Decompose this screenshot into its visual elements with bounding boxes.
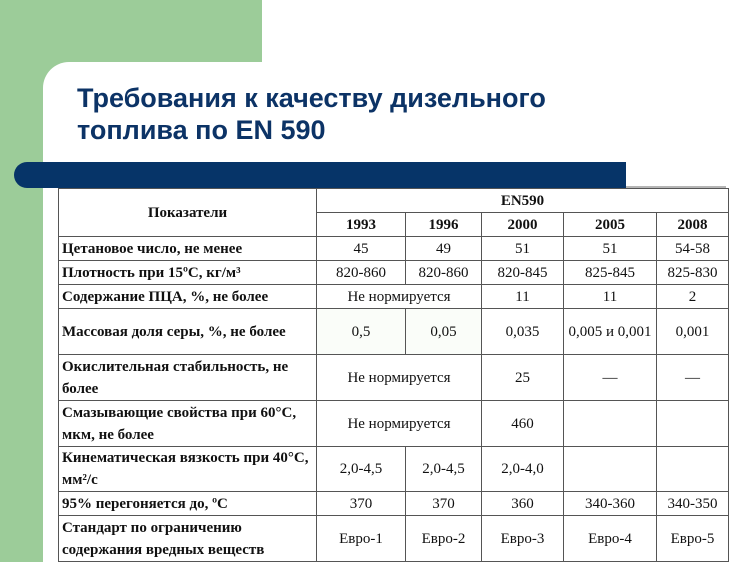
table-cell: 11 <box>482 285 564 309</box>
row-label: Стандарт по ограничению содержания вредных веществ <box>59 516 317 562</box>
year-header: 1993 <box>317 213 406 237</box>
slide-title <box>77 82 717 146</box>
row-label: Окислительная стабильность, не более <box>59 355 317 401</box>
table-row <box>59 261 729 285</box>
table-cell: 0,035 <box>482 309 564 355</box>
table-row <box>59 355 729 401</box>
table-cell <box>564 401 657 447</box>
row-label: Плотность при 15ºС, кг/м³ <box>59 261 317 285</box>
table-cell: 460 <box>482 401 564 447</box>
table-cell: — <box>657 355 729 401</box>
green-accent-strip <box>0 62 43 562</box>
table-cell: 2,0-4,5 <box>317 447 406 492</box>
row-label: Цетановое число, не менее <box>59 237 317 261</box>
table-cell: 49 <box>406 237 482 261</box>
table-cell: 25 <box>482 355 564 401</box>
table-row <box>59 492 729 516</box>
row-label: Кинематическая вязкость при 40°С, мм²/с <box>59 447 317 492</box>
table-row <box>59 309 729 355</box>
row-label: Массовая доля серы, %, не более <box>59 309 317 355</box>
year-header: 2000 <box>482 213 564 237</box>
row-label: Содержание ПЦА, %, не более <box>59 285 317 309</box>
table-cell: 825-845 <box>564 261 657 285</box>
row-label: Смазывающие свойства при 60°С, мкм, не более <box>59 401 317 447</box>
table-cell: 51 <box>482 237 564 261</box>
slide-title-line-2: топлива по EN 590 <box>77 115 326 145</box>
en590-requirements-table-container <box>58 188 728 562</box>
table-cell-merged: Не нормируется <box>317 355 482 401</box>
table-row <box>59 237 729 261</box>
table-cell: Евро-5 <box>657 516 729 562</box>
table-cell: 51 <box>564 237 657 261</box>
table-cell: 340-360 <box>564 492 657 516</box>
table-cell: Евро-4 <box>564 516 657 562</box>
slide-title-line-1: Требования к качеству дизельного <box>77 83 546 113</box>
table-cell: Евро-1 <box>317 516 406 562</box>
table-cell: 0,005 и 0,001 <box>564 309 657 355</box>
table-cell: 340-350 <box>657 492 729 516</box>
table-cell: 820-860 <box>406 261 482 285</box>
table-cell: Евро-2 <box>406 516 482 562</box>
table-row <box>59 401 729 447</box>
table-cell: 370 <box>317 492 406 516</box>
table-cell-merged: Не нормируется <box>317 285 482 309</box>
table-header-row-1 <box>59 189 729 213</box>
title-divider-bar <box>14 162 626 188</box>
table-cell-merged: Не нормируется <box>317 401 482 447</box>
year-header: 2008 <box>657 213 729 237</box>
table-cell: 820-860 <box>317 261 406 285</box>
table-cell: 45 <box>317 237 406 261</box>
table-cell <box>657 447 729 492</box>
table-cell: 0,5 <box>317 309 406 355</box>
table-cell: 0,001 <box>657 309 729 355</box>
table-row <box>59 516 729 562</box>
table-cell: 370 <box>406 492 482 516</box>
year-header: 1996 <box>406 213 482 237</box>
param-header: Показатели <box>59 189 317 237</box>
table-cell <box>657 401 729 447</box>
row-label: 95% перегоняется до, ºС <box>59 492 317 516</box>
en590-requirements-table <box>58 188 729 562</box>
year-header: 2005 <box>564 213 657 237</box>
table-row <box>59 447 729 492</box>
table-cell: 11 <box>564 285 657 309</box>
table-cell: 825-830 <box>657 261 729 285</box>
table-cell: 820-845 <box>482 261 564 285</box>
table-row <box>59 285 729 309</box>
table-cell: — <box>564 355 657 401</box>
table-cell <box>564 447 657 492</box>
table-cell: 54-58 <box>657 237 729 261</box>
table-cell: 2 <box>657 285 729 309</box>
table-cell: Евро-3 <box>482 516 564 562</box>
table-cell: 360 <box>482 492 564 516</box>
group-header: EN590 <box>317 189 729 213</box>
table-cell: 0,05 <box>406 309 482 355</box>
table-cell: 2,0-4,5 <box>406 447 482 492</box>
table-cell: 2,0-4,0 <box>482 447 564 492</box>
